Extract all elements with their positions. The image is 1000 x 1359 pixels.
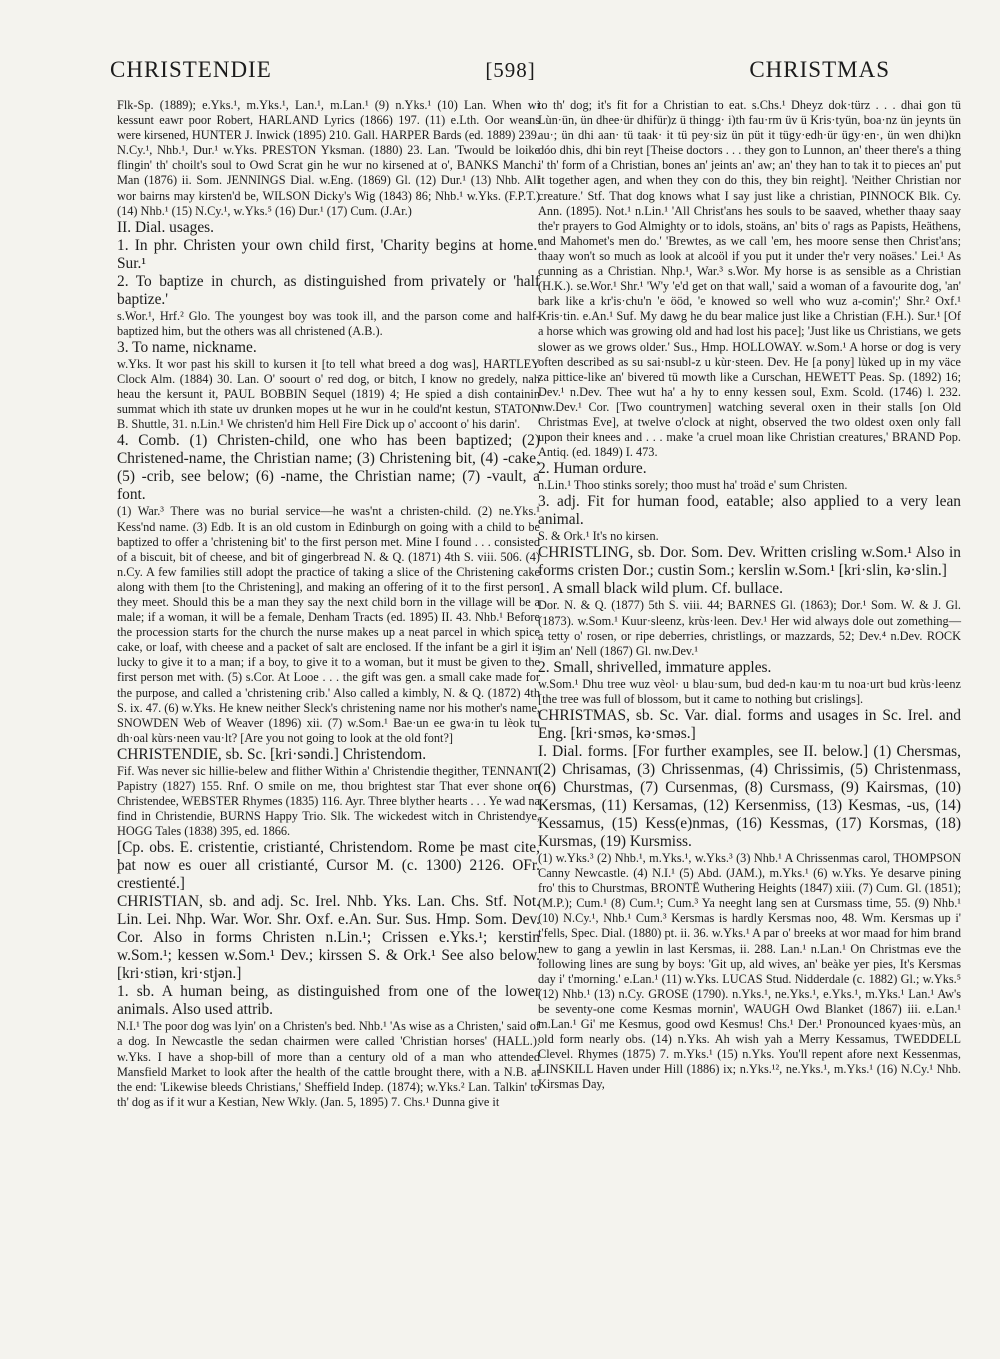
paragraph: N.I.¹ The poor dog was lyin' on a Christen's bed. Nhb.¹ 'As wise as a Christen,' said of a dog. In Newcastle the sedan chairmen were called 'Christian horses' (HALL.). w.Yks. I have a shop-bill of more than a century old of a man who attended Mansfield Market to look after the health of the cattle brought there, with a N.B. at the end: 'Likewise bleeds Christians,' Sheffield Indep. (1874); w.Yks.² Lan. Talkin' to th' dog as if it wur a Kestian, New Wkly. (Jan. 5, 1895) 7. Chs.¹ Dunna give it: [117, 1019, 540, 1109]
entry-headword: CHRISTENDIE, sb. Sc. [kri·səndi.] Christendom.: [117, 745, 427, 763]
paragraph: S. & Ork.¹ It's no kirsen.: [538, 529, 659, 544]
paragraph: 3. To name, nickname.: [117, 338, 257, 356]
paragraph: II. Dial. usages.: [117, 218, 215, 236]
entry-headword: CHRISTLING, sb. Dor. Som. Dev. Written crisling w.Som.¹ Also in forms cristen Dor.; custin Som.; kerslin w.Som.¹ [kri·slin, kə·slin.]: [538, 544, 961, 580]
paragraph: 2. To baptize in church, as distinguished from privately or 'half baptize.': [117, 272, 540, 308]
paragraph: s.Wor.¹, Hrf.² Glo. The youngest boy was took ill, and the parson come and half-baptized him, but the others was all christened (A.B.).: [117, 308, 540, 338]
paragraph: Fif. Was never sic hillie-belew and flither Within a' Christendie thegither, TENNANT Papistry (1827) 155. Rnf. O smile on me, thou brightest star That ever shone on Christendee, WEBSTER Rhymes (1835) 116. Ayr. Three blyther hearts . . . Ye wad na find in Christendie, BURNS Happy Trio. Slk. The wickedest witch in Christendye, HOGG Tales (1838) 395, ed. 1866.: [117, 763, 540, 839]
paragraph: w.Yks. It wor past his skill to kursen it [to tell what breed a dog was], HARTLEY Clock Alm. (1884) 30. Lan. O' soourt o' red dog, or bitch, I know no gredely, nah heau the kersunt it, PAUL BOBBIN Sequel (1819) 4; He spied a dish containin summat which ith state uv drunken mopes ut he wur in he could'nt kestun, STATON B. Shuttle, 31. n.Lin.¹ We christen'd him Hell Fire Dick up o' accoont o' his darin'.: [117, 356, 540, 432]
paragraph: 2. Human ordure.: [538, 460, 647, 478]
paragraph: I. Dial. forms. [For further examples, see II. below.] (1) Chersmas, (2) Chrisamas, (3) Chrissenmas, (4) Chrissimis, (5) Christenmass, (6) Churstmas, (7) Cursenmas, (8) Cursmass, (9) Kairsmas, (10) Kersmas, (11) Kersamas, (12) Kersenmiss, (13) Kesmas, -us, (14) Kessamus, (15) Kess(e)nmas, (16) Kessmas, (17) Korsmas, (18) Kursmas, (19) Kursmiss.: [538, 743, 961, 850]
paragraph: 1. In phr. Christen your own child first, 'Charity begins at home.' Sur.¹: [117, 236, 540, 272]
running-header: [110, 52, 890, 88]
paragraph: to th' dog; it's fit for a Christian to eat. s.Chs.¹ Dheyz dok·türz . . . dhai gon tü Lùn·ün, ün dhee·ür dhifür)z ü thingg· i)th fau·rm üv ü Kris·tyün, boa·nz ün jeynts ün au·; ün dhi aan· tü taak· it tü pey·siz ün püt it tügy·edh·ür ügy·en·, ün wen dhi)kn dóo dhis, dhi bin reyt [Theise doctors . . . they gon to Lunnon, an' theer there's a thing i' th' form of a Christian, bones an' jeints an' aw; an' they han to tak it to pieces an' put it together agen, and when they con do this, they bin reight]. 'Neither Christian nor creature.' Stf. That dog knows what I say just like a christian, PINNOCK Blk. Cy. Ann. (1895). Not.¹ n.Lin.¹ 'All Christ'ans hes souls to be saaved, whether thaay saay the'r prayers to God Almighty or to idols, stoäns, an' bits o' rags as Papists, Heäthens, and Mahomet's men do.' 'Brewtes, as we call 'em, hes moore sense then Christ'ans; thaay won't so much as look at alcoöl if you put it under the'r very noäses.' Lei.¹ As cunning as a Christian. Nhp.¹, War.³ s.Wor. My horse is as sensible as a Christian (H.K.). se.Wor.¹ Shr.¹ 'W'y 'e'd get on that wall,' said a woman of a favourite dog, 'an' bark like a kr'is·chu'n 'e ööd, 'e knowed so well who wuz a-comin';' Shr.² Oxf.¹ Kris·tin. e.An.¹ Suf. My dawg he du bear malice just like a Christian (F.H.). Sur.¹ [Of a horse which was growing old and had lost his pace]; 'Just like us Christians, we gets slower as we grows older.' Sus., Hmp. HOLLOWAY. w.Som.¹ A horse or dog is very often described as su sai·nsubl-z u kùr·steen. Dev. He [a pony] lùked up in my väce za pittice-like an' bivered tü mowth like a Curschan, HEWETT Peas. Sp. (1892) 16; Dev.¹ n.Dev. Thee wut ha' a hy to enny kessen soul, Exm. Scold. (1746) l. 232. nw.Dev.¹ Cor. [Two countrymen] watching several oxen in their stalls [on Old Christmas Eve], at twelve o'clock at night, observed the two oldest oxen only fall upon their knees and . . . make 'a cruel moan like Christian creatures,' BRAND Pop. Antiq. (ed. 1849) I. 473.: [538, 98, 961, 460]
paragraph: w.Som.¹ Dhu tree wuz vèol· u blau·sum, bud ded-n kau·m tu noa·urt bud krùs·leenz [the tree was full of blossom, but it came to nothing but crislings].: [538, 676, 961, 706]
paragraph: 3. adj. Fit for human food, eatable; also applied to a very lean animal.: [538, 493, 961, 529]
left-column: [117, 98, 540, 1110]
paragraph: [Cp. obs. E. cristentie, cristianté, Christendom. Rome þe mast cite, þat now es ouer all cristianté, Cursor M. (c. 1300) 2126. OFr. crestienté.]: [117, 839, 540, 893]
paragraph: (1) w.Yks.³ (2) Nhb.¹, m.Yks.¹, w.Yks.³ (3) Nhb.¹ A Chrissenmas carol, THOMPSON Canny Newcastle. (4) N.I.¹ (5) Abd. (JAM.), m.Yks.¹ (6) w.Yks. Ye desarve pining fro' this to Churstmas, BRONTË Wuthering Heights (1847) xiii. (7) Cum. Gl. (1851); (M.P.); Cum.¹ (8) Cum.¹; Cum.³ Ya neeght lang sen at Cursmass time, 55. (9) Nhb.¹ (10) N.Cy.¹, Nhb.¹ Cum.³ Kersmas is hardly Kersmas noo, 48. Wm. Kersmas up i' t'fells, Spec. Dial. (1880) pt. ii. 36. w.Yks.¹ A par o' breeks at wor maad for him brand new to gang a yewlin in last Kersmas, ii. 288. Lan.¹ n.Lan.¹ On Christmas eve the following lines are sung by boys: 'Git up, ald wives, an' beàke yer pies, It's Kersmas day i' t'morning.' e.Lan.¹ (11) w.Yks. LUCAS Stud. Nidderdale (c. 1882) Gl.; w.Yks.⁵ (12) Nhb.¹ (13) n.Cy. GROSE (1790). n.Yks.¹, ne.Yks.¹, e.Yks.¹, m.Yks.¹ Lan.¹ Aw's be seventy-one come Kesmas mornin', WAUGH Owd Blanket (1867) iii. e.Lan.¹ m.Lan.¹ Gi' me Kesmus, good owd Kesmus! Chs.¹ Der.¹ Pronounced kyaes·mùs, an old form nearly obs. (14) n.Yks. Ah wish yah a Merry Kessamus, TWEDDELL Clevel. Rhymes (1875) 7. m.Yks.¹ (15) n.Yks. You'll repent afore next Kessenmas, LINSKILL Haven under Hill (1886) ix; n.Yks.¹², ne.Yks.¹, m.Yks.¹ (16) N.Cy.¹ Nhb. Kirsmas Day,: [538, 851, 961, 1092]
right-column: [538, 98, 961, 1093]
entry-headword: CHRISTIAN, sb. and adj. Sc. Irel. Nhb. Yks. Lan. Chs. Stf. Not. Lin. Lei. Nhp. War. Wor. Shr. Oxf. e.An. Sur. Sus. Hmp. Som. Dev. Cor. Also in forms Christen n.Lin.¹; Crissen e.Yks.¹; kerstin w.Som.¹; kessen w.Som.¹ Dev.; kirssen S. & Ork.¹ See also below. [kri·stiən, kri·stjən.]: [117, 893, 540, 983]
paragraph: n.Lin.¹ Thoo stinks sorely; thoo must ha' troäd e' sum Christen.: [538, 478, 848, 493]
paragraph: 1. A small black wild plum. Cf. bullace.: [538, 580, 783, 598]
paragraph: 2. Small, shrivelled, immature apples.: [538, 658, 772, 676]
header-left-word: CHRISTENDIE: [110, 57, 272, 82]
paragraph: 1. sb. A human being, as distinguished from one of the lower animals. Also used attrib.: [117, 983, 540, 1019]
paragraph: 4. Comb. (1) Christen-child, one who has been baptized; (2) Christened-name, the Christian name; (3) Christening bit, (4) -cake, (5) -crib, see below; (6) -name, the Christian name; (7) -vault, a font.: [117, 432, 540, 504]
entry-headword: CHRISTMAS, sb. Sc. Var. dial. forms and usages in Sc. Irel. and Eng. [kri·sməs, kə·sməs.]: [538, 707, 961, 742]
paragraph: Dor. N. & Q. (1877) 5th S. viii. 44; BARNES Gl. (1863); Dor.¹ Som. W. & J. Gl. (1873). w.Som.¹ Kuur·sleenz, krùs·leen. Dev.¹ Her wid always dole out zomething—a tetty o' rosen, or ripe deberries, christlings, or mazzards, 52; Dev.⁴ n.Dev. ROCK Jim an' Nell (1867) Gl. nw.Dev.¹: [538, 598, 961, 658]
page-number: [598]: [485, 57, 536, 82]
paragraph: (1) War.³ There was no burial service—he was'nt a christen-child. (2) ne.Yks.¹ Kess'nd name. (3) Edb. It is an old custom in Edinburgh on going with a child to be baptized to offer a 'christening bit' to the first person met. Mine I found . . . consisted of a biscuit, bit of cheese, and bit of gingerbread N. & Q. (1871) 4th S. viii. 506. (4) n.Cy. A few families still adopt the practice of taking a slice of the Christening cake along with them [to the Christening], and making an offering of it to the first person they meet. Should this be a man they say the next child born in the village will be a male; if a woman, it will be a female, Denham Tracts (ed. 1895) II. 43. Nhb.¹ Before the procession starts for the church the nurse makes up a neat parcel in which spice cake, or loaf, with cheese and a packet of salt are enclosed. If the infant be a girl it is lucky to give it to a man; if a boy, to give it to a woman, but it must be given to the first person met with. (5) s.Cor. At Looe . . . the gift was gen. a small cake made for the purpose, and called a 'christening crib.' Also called a kimbly, N. & Q. (1872) 4th S. ix. 47. (6) w.Yks. He knew neither Sleck's christening name nor his mother's name, SNOWDEN Web of Weaver (1896) xii. (7) w.Som.¹ Bae·un ee gwa·in tu lèok tu dh·oal kùrs·neen vau·lt? [Are you not going to look at the old font?]: [117, 504, 540, 745]
header-right-word: CHRISTMAS: [749, 57, 890, 82]
paragraph: Flk-Sp. (1889); e.Yks.¹, m.Yks.¹, Lan.¹, m.Lan.¹ (9) n.Yks.¹ (10) Lan. When wi kessunt eawr poor Robert, HARLAND Lyrics (1866) 197. (11) e.Lth. Oor weans were kirsened, HUNTER J. Inwick (1895) 210. Gall. HARPER Bards (ed. 1889) 239. N.Cy.¹, Nhb.¹, Dur.¹ w.Yks. PRESTON Yksman. (1880) 23. Lan. 'Twould be loike flingin' th' choilt's soul to Owd Scrat gin he wur no kirsened at o', BANKS Manch. Man (1876) ii. Som. JENNINGS Dial. w.Eng. (1869) Gl. (12) Dur.¹ (13) Nhb. All wor bairns may kirsten'd be, WILSON Dicky's Wig (1843) 86; Nhb.¹ w.Yks. (F.P.T.) (14) Nhb.¹ (15) N.Cy.¹, w.Yks.⁵ (16) Dur.¹ (17) Cum. (J.Ar.): [117, 98, 540, 218]
